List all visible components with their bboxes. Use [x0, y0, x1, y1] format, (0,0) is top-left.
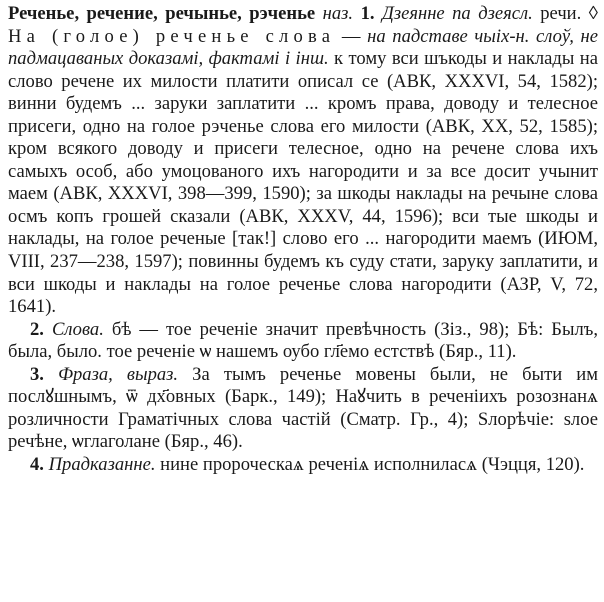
- sense-text-2: бѣ — тое реченiе значит превѣчность (Зіз., 98); Бѣ: Былъ, была, было. тое реченiе ѡ нашемъ оубо гл҃емо естствѣ (Бяр., 11).: [8, 318, 598, 363]
- sense-gloss-2: Слова.: [51, 318, 104, 340]
- sense-gloss-1: Дзеянне па дзеясл.: [381, 3, 533, 24]
- sense-number-2: 2.: [30, 318, 44, 340]
- sense-number-4: 4.: [30, 453, 44, 475]
- entry-sense-4: [8, 454, 598, 477]
- sense-gloss-4: Прадказанне.: [48, 453, 156, 475]
- phrase-diamond-marker: ◊: [588, 3, 598, 24]
- entry-sense-1: [8, 3, 598, 319]
- sense-number-1: 1.: [360, 3, 375, 24]
- headword: Реченье, речение, речынье, рэченье: [8, 3, 316, 24]
- grammar-label: наз.: [322, 3, 354, 24]
- gloss-word: речи.: [540, 3, 582, 24]
- phrase-gloss: на падставе чыіх-н. слоў, не падмацаваных доказамі, фактамі і інш.: [8, 25, 598, 70]
- sense-gloss-3: Фраза, выраз.: [58, 363, 179, 385]
- sense-text-4: нине пророческаѧ реченiѧ исполниласѧ (Чэцця, 120).: [155, 453, 585, 475]
- sense-citations-1: к тому вси шъкоды и наклады на слово речене их милости платити описал се (АВК, XXXVI, 54, 1582); винни будемъ ... заруки заплатити ... кромъ права, доводу и телесное присеги, одно на голое рэченье слова его милости (АВК, XX, 52, 1585); кром всякого доводу и присеги телесное, одно на речене слова ихъ самыхъ особ, або умоцованого ихъ нагородити и за все досит учынит маем (АВК, XXXVI, 398—399, 1590); за шкоды наклады на речыне слова осмъ копъ грошей сказали (АВК, XXXV, 44, 1596); вси тые шкоды и наклады, на голое реченые [так!] слово его ... нагородити маемъ (ИЮМ, VIII, 237—238, 1597); повинны будемъ къ суду стати, заруку заплатити, и вси шкоды и наклады на голое реченье слова нагородити (АЗР, V, 72, 1641).: [8, 48, 598, 318]
- set-phrase: На (голое) реченье слова: [8, 25, 336, 47]
- entry-sense-3: [8, 364, 598, 454]
- sense-text-3: За тымъ реченье мовены были, не быти им послꙋшнымъ, ѿ дх҃овных (Барк., 149); Наꙋчить в реченiихъ розознанѧ розличности Граматiчных слова частiй (Сматр. Гр., 4); Ѕлорѣчiе: ѕлое речѣнe, ѡглаголане (Бяр., 46).: [8, 363, 599, 453]
- phrase-dash: —: [335, 25, 368, 47]
- entry-sense-2: [8, 319, 598, 364]
- sense-number-3: 3.: [30, 363, 44, 385]
